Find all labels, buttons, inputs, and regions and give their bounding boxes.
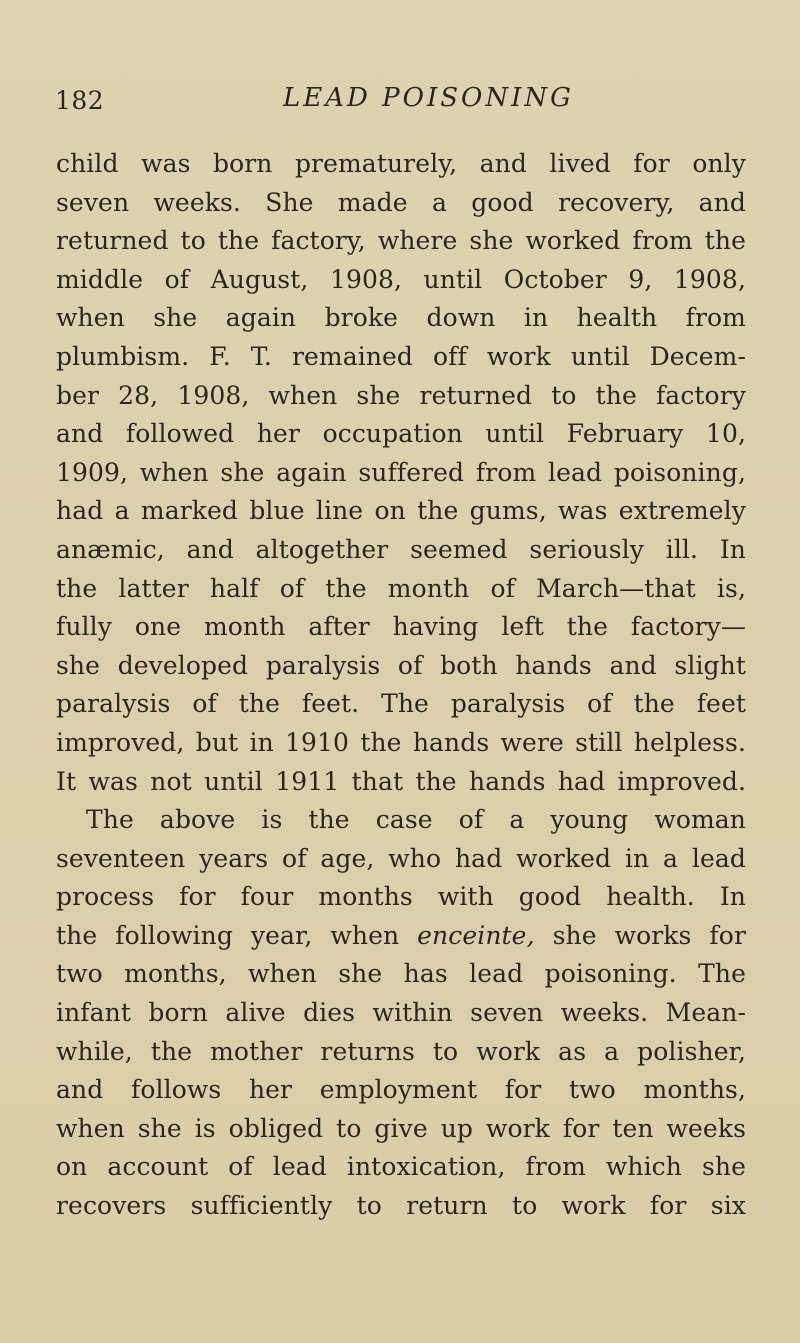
text-line: had a marked blue line on the gums, was extremely <box>56 496 746 526</box>
text-line: and follows her employment for two months, <box>56 1075 746 1105</box>
text-line: infant born alive dies within seven weeks. Mean- <box>56 998 746 1028</box>
running-head: LEAD POISONING <box>283 83 574 113</box>
text-line: and followed her occupation until February 10, <box>56 419 746 449</box>
text-line: on account of lead intoxication, from which she <box>56 1152 746 1182</box>
text-line: 1909, when she again suffered from lead poisoning, <box>56 457 746 487</box>
page-number: 182 <box>55 86 105 115</box>
text-line: returned to the factory, where she worked from the <box>56 226 746 256</box>
text-line: when she again broke down in health from <box>56 303 746 333</box>
text-line: plumbism. F. T. remained off work until Decem- <box>56 341 746 371</box>
text-line: anæmic, and altogether seemed seriously ill. In <box>56 534 746 564</box>
text-line: two months, when she has lead poisoning. The <box>56 959 746 989</box>
text-line: paralysis of the feet. The paralysis of the feet <box>56 689 746 719</box>
text-line: recovers sufficiently to return to work for six <box>56 1191 746 1221</box>
text-segment: the following year, when <box>56 920 400 950</box>
paragraph-start-line: The above is the case of a young woman <box>86 805 746 835</box>
text-line: when she is obliged to give up work for ten weeks <box>56 1113 746 1143</box>
page-header <box>0 83 800 122</box>
text-line-with-italic <box>56 917 746 956</box>
text-line: fully one month after having left the factory— <box>56 612 746 642</box>
text-line: the latter half of the month of March—that is, <box>56 573 746 603</box>
text-segment: she works for <box>552 920 746 950</box>
text-line: It was not until 1911 that the hands had improved. <box>56 766 746 796</box>
text-line: middle of August, 1908, until October 9, 1908, <box>56 264 746 294</box>
text-line: process for four months with good health. In <box>56 882 746 912</box>
text-line: child was born prematurely, and lived for only <box>56 149 746 178</box>
body-text <box>56 145 746 1226</box>
text-line: seven weeks. She made a good recovery, and <box>56 187 746 217</box>
text-line: while, the mother returns to work as a polisher, <box>56 1036 746 1066</box>
text-line: seventeen years of age, who had worked in a lead <box>56 843 746 873</box>
text-line: she developed paralysis of both hands and slight <box>56 650 746 680</box>
italic-term: enceinte, <box>417 920 535 950</box>
text-line: ber 28, 1908, when she returned to the factory <box>56 380 746 410</box>
text-line: improved, but in 1910 the hands were still helpless. <box>56 727 746 757</box>
